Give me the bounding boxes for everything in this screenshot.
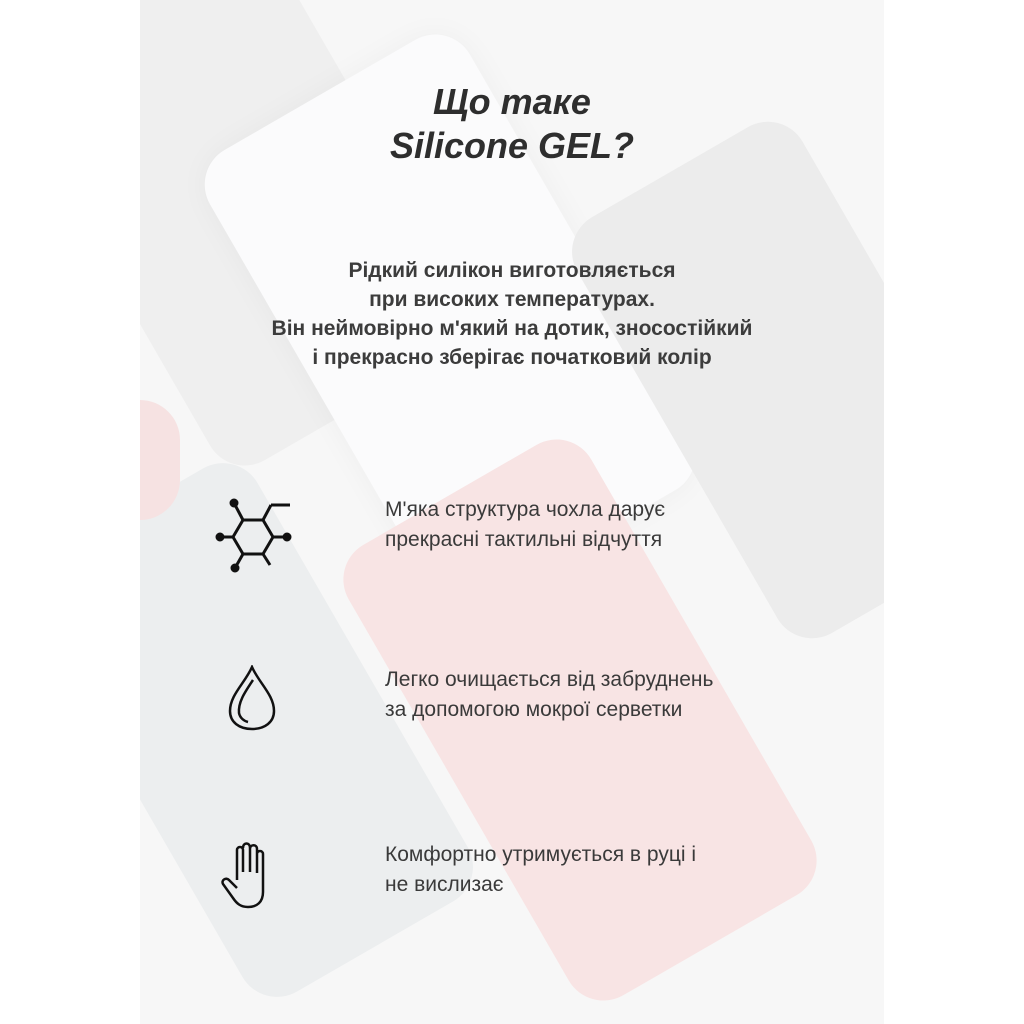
feature-line: за допомогою мокрої серветки [385, 698, 683, 721]
title-line: Silicone GEL? [389, 125, 635, 166]
intro-line: і прекрасно зберігає початковий колір [312, 346, 712, 369]
molecule-icon [215, 495, 295, 575]
feature-soft-structure [215, 495, 855, 575]
feature-comfortable-grip [215, 840, 855, 920]
feature-line: Легко очищається від забруднень [385, 668, 714, 691]
intro-line: Рідкий силікон виготовляється [348, 259, 676, 282]
feature-line: Комфортно утримується в руці і [385, 843, 697, 866]
intro-line: Він неймовірно м'який на дотик, зносостійкий [271, 317, 753, 340]
title-line: Що таке [433, 81, 591, 122]
water-drop-icon [215, 665, 295, 745]
intro-line: при високих температурах. [369, 288, 655, 311]
feature-text [385, 840, 696, 900]
hand-icon [215, 840, 295, 920]
feature-line: М'яка структура чохла дарує [385, 498, 666, 521]
feature-line: не вислизає [385, 873, 504, 896]
feature-text [385, 665, 713, 725]
feature-text [385, 495, 665, 555]
page-title [140, 80, 884, 168]
feature-line: прекрасні тактильні відчуття [385, 528, 663, 551]
intro-text [140, 256, 884, 372]
feature-easy-clean [215, 665, 855, 745]
